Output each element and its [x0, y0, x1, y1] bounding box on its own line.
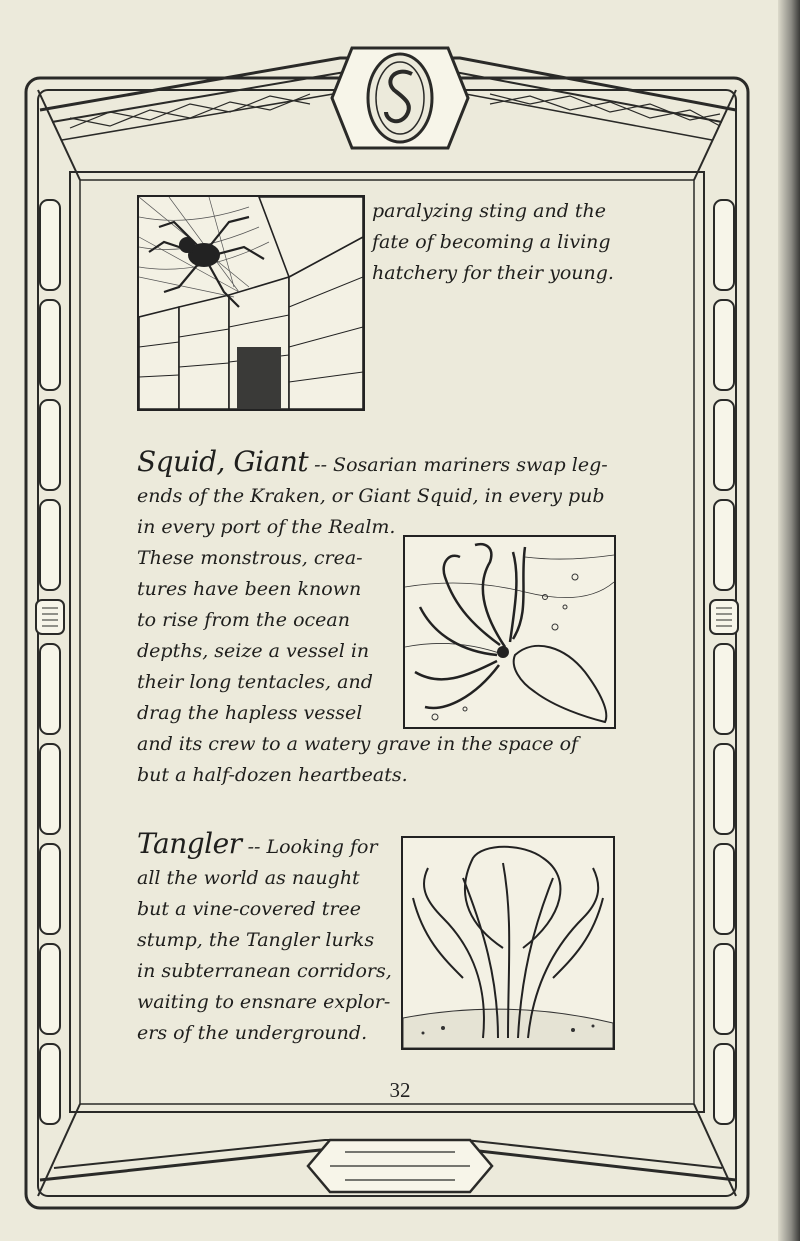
page-number: 32 [389, 1078, 411, 1102]
text-line: paralyzing sting and the [372, 200, 607, 222]
text-line: in subterranean corridors, [137, 960, 392, 982]
giant-squid-illustration [403, 535, 616, 729]
text-line: These monstrous, crea- [137, 547, 363, 569]
text-line: ends of the Kraken, or Giant Squid, in every pub [137, 485, 605, 507]
text-line: to rise from the ocean [137, 609, 350, 631]
tangler-first-line [137, 828, 392, 863]
tangler-entry [137, 828, 392, 1049]
text-line: but a half-dozen heartbeats. [137, 764, 408, 786]
text-line: all the world as naught [137, 867, 360, 889]
text-line: fate of becoming a living [372, 231, 611, 253]
squid-first-line-text: Sosarian mariners swap leg- [333, 454, 608, 476]
top-paragraph [372, 196, 614, 289]
text-line: ers of the underground. [137, 1022, 368, 1044]
tangler-first-line-text: Looking for [266, 836, 378, 858]
text-line: in every port of the Realm. [137, 516, 396, 538]
text-line: drag the hapless vessel [137, 702, 363, 724]
squid-first-line [137, 446, 608, 481]
text-line: stump, the Tangler lurks [137, 929, 375, 951]
text-line: their long tentacles, and [137, 671, 373, 693]
text-line: but a vine-covered tree [137, 898, 361, 920]
giant-spider-illustration [137, 195, 365, 411]
text-line: depths, seize a vessel in [137, 640, 370, 662]
heading-separator: -- [308, 454, 334, 476]
text-line: tures have been known [137, 578, 362, 600]
squid-heading: Squid, Giant [137, 445, 309, 478]
heading-separator: -- [241, 836, 267, 858]
text-line: and its crew to a watery grave in the space of [137, 733, 579, 755]
tangler-heading: Tangler [137, 827, 242, 860]
text-line: hatchery for their young. [372, 262, 614, 284]
text-line: waiting to ensnare explor- [137, 991, 391, 1013]
tangler-illustration [401, 836, 615, 1050]
